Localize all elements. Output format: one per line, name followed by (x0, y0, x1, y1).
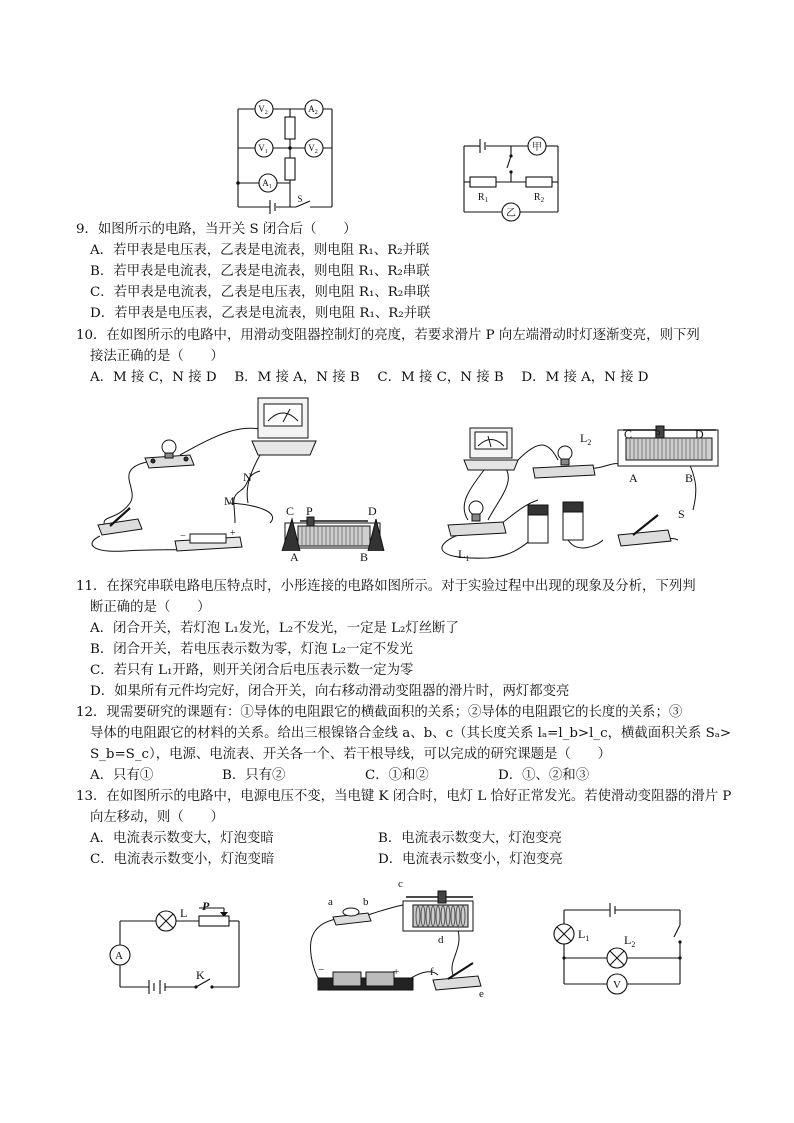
q10-option-c[interactable]: C．M 接 C，N 接 B (377, 370, 504, 385)
v1-label: V (258, 143, 265, 153)
figure-q13-physical-circuit (298, 875, 498, 1005)
q10-stem-line1: 10．在如图所示的电路中，用滑动变阻器控制灯的亮度，若要求滑片 P 向左端滑动时灯逐渐变亮，则下列 (76, 328, 700, 343)
svg-text:L1: $L_1$ (578, 927, 590, 943)
q13-option-c[interactable]: C．电流表示数变小，灯泡变暗 (90, 852, 275, 867)
q9-stem: 9．如图所示的电路，当开关 S 闭合后（ ） (76, 222, 357, 237)
voltmeter-v-label: V (613, 979, 621, 991)
q12-option-b[interactable]: B．只有② (222, 768, 286, 783)
q11-stem-line1: 11．在探究串联电路电压特点时，小彤连接的电路如图所示。对于实验过程中出现的现象及分析，下列判 (76, 579, 696, 594)
lamp-l-label: L (180, 906, 188, 920)
q13-option-d[interactable]: D．电流表示数变小，灯泡变亮 (378, 852, 563, 867)
lamp-l1-label: L (458, 547, 466, 561)
svg-text:V2: $V_2$ (258, 104, 268, 116)
battery-minus-label: − (180, 531, 186, 542)
svg-text:R2: $R_2$ (533, 192, 545, 204)
a2-label: A (308, 104, 315, 114)
q10-options (90, 368, 649, 388)
q12-option-a[interactable]: A．只有① (90, 768, 154, 783)
r1-label: R (477, 192, 485, 203)
terminal-m-label: M (224, 494, 235, 508)
q9-option-a[interactable]: A．若甲表是电压表，乙表是电流表，则电阻 R₁、R₂并联 (90, 243, 430, 258)
q12-stem-line1: 12．现需要研究的课题有：①导体的电阻跟它的横截面积的关系；②导体的电阻跟它的长度的关系；③ (76, 705, 683, 720)
svg-text:L1: $L_1$ (458, 547, 470, 563)
terminal-c-label: c (398, 878, 403, 890)
q12-stem-line3: S_b=S_c），电源、电流表、开关各一个、若干根导线，可以完成的研究课题是（ ） (90, 747, 611, 762)
q11-stem-line2: 断正确的是（ ） (90, 600, 211, 615)
q13-option-a[interactable]: A．电流表示数变大，灯泡变暗 (90, 831, 274, 846)
q12-option-d[interactable]: D．①、②和③ (498, 768, 590, 783)
q10-stem-line2: 接法正确的是（ ） (90, 349, 224, 364)
rheo-b-label: B (685, 471, 694, 485)
terminal-f-label: f (430, 966, 434, 978)
battery-minus-label: − (318, 964, 325, 976)
q9-option-b[interactable]: B．若甲表是电流表，乙表是电流表，则电阻 R₁、R₂串联 (90, 264, 430, 279)
q13-option-b[interactable]: B．电流表示数变大，灯泡变亮 (378, 831, 562, 846)
q13-stem-line2: 向左移动，则（ ） (90, 810, 224, 825)
battery-plus-label: + (393, 966, 400, 978)
terminal-a-label: a (328, 896, 333, 908)
q12-option-c[interactable]: C．①和② (365, 768, 429, 783)
rheo-a-label: A (629, 471, 638, 485)
figure-meters-circuit (230, 95, 340, 220)
terminal-d-label: D (368, 504, 377, 518)
v2-label: V (258, 104, 265, 114)
terminal-b-label: B (360, 550, 369, 564)
lamp-l1-label: L (578, 927, 586, 941)
figure-jia-yi-circuit (458, 132, 568, 227)
rheo-d-label: D (695, 427, 704, 441)
terminal-c-label: C (286, 504, 295, 518)
a1-label: A (262, 178, 269, 188)
q10-option-b[interactable]: B．M 接 A，N 接 B (234, 370, 360, 385)
battery-plus-label: + (230, 528, 236, 539)
yi-meter-label: 乙 (506, 208, 516, 219)
switch-s-label: S (678, 507, 685, 521)
slider-p-label: P (202, 899, 210, 913)
q11-option-b[interactable]: B．闭合开关，若电压表示数为零，灯泡 L₂一定不发光 (90, 642, 413, 657)
figure-two-lamps-voltmeter (552, 900, 692, 1005)
rheo-p-label: P (654, 427, 661, 441)
terminal-a-label: A (290, 550, 299, 564)
lamp-l2-label: L (580, 431, 588, 445)
lamp-l2-label: L (624, 933, 632, 947)
q9-option-d[interactable]: D．若甲表是电压表，乙表是电流表，则电阻 R₁、R₂并联 (90, 306, 431, 321)
terminal-d-label: d (438, 934, 444, 946)
terminal-n-label: N (243, 470, 252, 484)
switch-s-label: S (297, 194, 303, 204)
q11-option-a[interactable]: A．闭合开关，若灯泡 L₁发光，L₂不发光，一定是 L₂灯丝断了 (90, 621, 459, 636)
slider-p-label: P (306, 504, 313, 518)
q11-option-d[interactable]: D．如果所有元件均完好，闭合开关，向右移动滑动变阻器的滑片时，两灯都变亮 (90, 684, 570, 699)
q10-option-d[interactable]: D．M 接 A，N 接 D (521, 370, 649, 385)
figure-q13-schematic (104, 895, 249, 1000)
svg-text:A2: $A_2$ (308, 104, 318, 116)
q11-option-c[interactable]: C．若只有 L₁开路，则开关闭合后电压表示数一定为零 (90, 663, 414, 678)
svg-text:L2: $L_2$ (580, 431, 592, 447)
jia-meter-label: 甲 (532, 142, 542, 153)
terminal-b-label: b (363, 896, 369, 908)
q10-option-a[interactable]: A．M 接 C，N 接 D (90, 370, 217, 385)
terminal-e-label: e (479, 988, 484, 1000)
q9-option-c[interactable]: C．若甲表是电流表，乙表是电压表，则电阻 R₁、R₂串联 (90, 285, 430, 300)
svg-text:R1: $R_1$ (477, 192, 489, 204)
r2-label: R (533, 192, 541, 203)
svg-text:A1: $A_1$ (262, 178, 272, 190)
q13-stem-line1: 13．在如图所示的电路中，电源电压不变，当电键 K 闭合时，电灯 L 恰好正常发光。若使滑动变阻器的滑片 P (76, 789, 732, 804)
q12-stem-line2: 导体的电阻跟它的材料的关系。给出三根镍铬合金线 a、b、c（其长度关系 lₐ=l_b>l_c，横截面积关系 Sₐ> (90, 726, 732, 741)
svg-text:V1: $V_1$ (258, 143, 268, 155)
v2b-label: V (308, 143, 315, 153)
ammeter-a-label: A (115, 950, 123, 962)
rheo-c-label: C (624, 427, 633, 441)
figure-rheostat-lamp-circuit (70, 393, 400, 565)
svg-text:L2: $L_2$ (624, 933, 636, 949)
key-k-label: K (196, 968, 205, 982)
figure-series-voltage-circuit (428, 420, 728, 565)
svg-text:V2: $V_2$ (308, 143, 318, 155)
